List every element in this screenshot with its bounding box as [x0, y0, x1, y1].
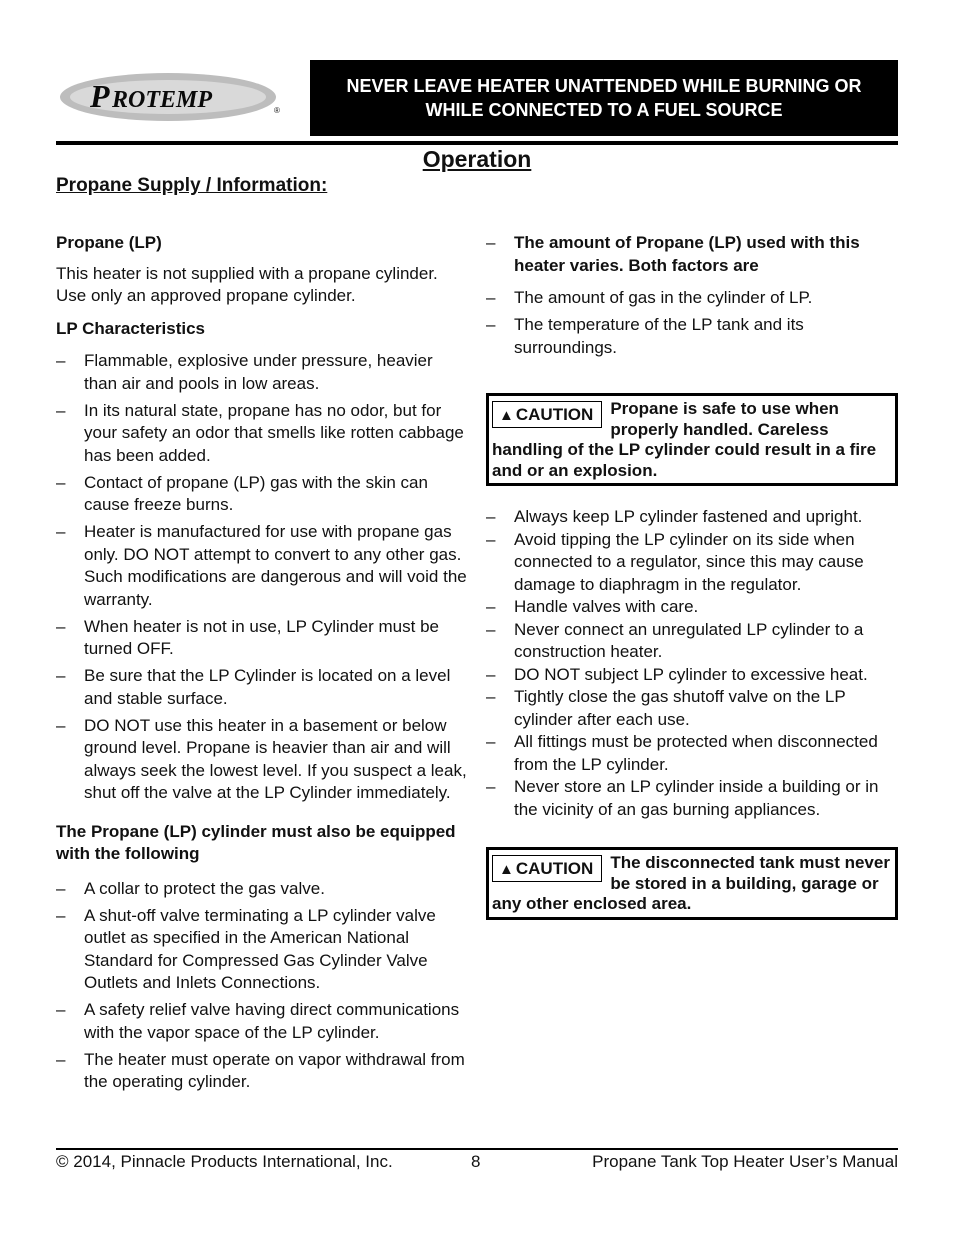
warning-triangle-icon: ▲ [499, 407, 514, 424]
list-item: – Avoid tipping the LP cylinder on its side when connected to a regulator, since this may cause damage to diaphragm in the regulator. [486, 529, 864, 594]
footer-manual-title: Propane Tank Top Heater User’s Manual [592, 1152, 898, 1171]
section-title: Propane Supply / Information: [56, 175, 328, 196]
warning-line-1: NEVER LEAVE HEATER UNATTENDED WHILE BURNING OR [346, 76, 862, 96]
dash-glyph: – [56, 715, 66, 735]
dash-glyph: – [56, 472, 66, 492]
right-column [486, 232, 898, 920]
list-item: – All fittings must be protected when disconnected from the LP cylinder. [486, 732, 878, 774]
svg-text:ROTEMP: ROTEMP [112, 87, 213, 113]
footer-page-number: 8 [471, 1152, 481, 1171]
list-item: – Be sure that the LP Cylinder is located on a level and stable surface. [56, 666, 451, 708]
lp-characteristics-list [56, 350, 468, 805]
dash-glyph: – [486, 732, 496, 751]
footer-copyright: © 2014, Pinnacle Products International, Inc. [56, 1152, 393, 1171]
amount-lead-list [486, 232, 898, 277]
caution-label: ▲ CAUTION [492, 855, 602, 882]
caution-text: Propane is safe to use when properly handled. Careless handling of the LP cylinder could result in a fire and or an explosion. [492, 399, 877, 480]
handling-list [486, 506, 898, 821]
amount-factors-list [486, 287, 898, 359]
caution-box-storage [486, 847, 898, 920]
list-item: – The heater must operate on vapor withdrawal from the operating cylinder. [56, 1049, 465, 1091]
dash-glyph: – [56, 878, 66, 898]
dash-glyph: – [56, 1049, 66, 1069]
list-item: – Flammable, explosive under pressure, heavier than air and pools in low areas. [56, 351, 433, 393]
dash-glyph: – [486, 233, 496, 252]
dash-glyph: – [486, 687, 496, 706]
list-item: – DO NOT use this heater in a basement or below ground level. Propane is heavier than air and will always seek the lowest level. If you suspect a leak, shut off the valve at the LP Cylinder immediately. [56, 715, 467, 802]
list-item: – Contact of propane (LP) gas with the skin can cause freeze burns. [56, 472, 428, 514]
list-item: – Handle valves with care. [486, 596, 898, 619]
dash-glyph: – [486, 315, 496, 334]
list-item: – Heater is manufactured for use with propane gas only. DO NOT attempt to convert to any other gas. Such modifications are dangerous and will void the warranty. [56, 522, 467, 609]
list-item: – Always keep LP cylinder fastened and upright. [486, 506, 898, 529]
safety-warning-banner [310, 60, 898, 136]
dash-glyph: – [486, 597, 496, 616]
propane-heading: Propane (LP) [56, 233, 162, 252]
caution-label: ▲ CAUTION [492, 401, 602, 428]
dash-glyph: – [56, 905, 66, 925]
dash-glyph: – [56, 522, 66, 541]
caution-text: The disconnected tank must never be stored in a building, garage or any other enclosed area. [492, 853, 890, 913]
propane-text: This heater is not supplied with a propane cylinder. Use only an approved propane cylinder. [56, 263, 438, 305]
cylinder-equipment-list [56, 878, 468, 1094]
page-title: Operation [422, 146, 532, 172]
warning-triangle-icon: ▲ [499, 861, 514, 878]
svg-text:®: ® [274, 106, 280, 115]
dash-glyph: – [486, 507, 496, 526]
caution-box-handling [486, 393, 898, 486]
page-header [56, 58, 898, 144]
list-item: – DO NOT subject LP cylinder to excessive heat. [486, 664, 898, 687]
dash-glyph: – [56, 351, 66, 370]
dash-glyph: – [486, 664, 496, 684]
footer-rule [56, 1148, 898, 1150]
cylinder-equipment-heading: The Propane (LP) cylinder must also be equipped with the following [56, 821, 456, 863]
dash-glyph: – [56, 666, 66, 685]
dash-glyph: – [486, 529, 496, 549]
list-item: – A safety relief valve having direct communications with the vapor space of the LP cylinder. [56, 1000, 460, 1042]
list-item: – The temperature of the LP tank and its surroundings. [486, 315, 804, 357]
dash-glyph: – [56, 616, 66, 636]
left-column [56, 232, 468, 1098]
list-item: – Tightly close the gas shutoff valve on the LP cylinder after each use. [486, 687, 846, 729]
header-rule [56, 141, 898, 145]
list-item: – A shut-off valve terminating a LP cylinder valve outlet as specified in the American National Standard for Compressed Gas Cylinder Valve Outlets and Inlets Connections. [56, 905, 436, 992]
svg-text:P: P [90, 78, 110, 114]
list-item: – A collar to protect the gas valve. [56, 878, 468, 901]
list-item: – Never connect an unregulated LP cylinder to a construction heater. [486, 619, 864, 661]
protemp-logo [56, 64, 302, 128]
list-item: – When heater is not in use, LP Cylinder must be turned OFF. [56, 616, 439, 658]
dash-glyph: – [486, 777, 496, 796]
list-item: – Never store an LP cylinder inside a building or in the vicinity of an gas burning appliances. [486, 777, 879, 819]
dash-glyph: – [486, 619, 496, 639]
list-item: – The amount of gas in the cylinder of LP. [486, 287, 898, 310]
lp-characteristics-heading: LP Characteristics [56, 318, 205, 338]
dash-glyph: – [56, 1000, 66, 1019]
dash-glyph: – [486, 288, 496, 307]
warning-line-2: WHILE CONNECTED TO A FUEL SOURCE [425, 100, 783, 120]
dash-glyph: – [56, 400, 66, 420]
list-item: – The amount of Propane (LP) used with this heater varies. Both factors are [486, 233, 860, 275]
list-item: – In its natural state, propane has no odor, but for your safety an odor that smells like rotten cabbage has been added. [56, 400, 464, 465]
